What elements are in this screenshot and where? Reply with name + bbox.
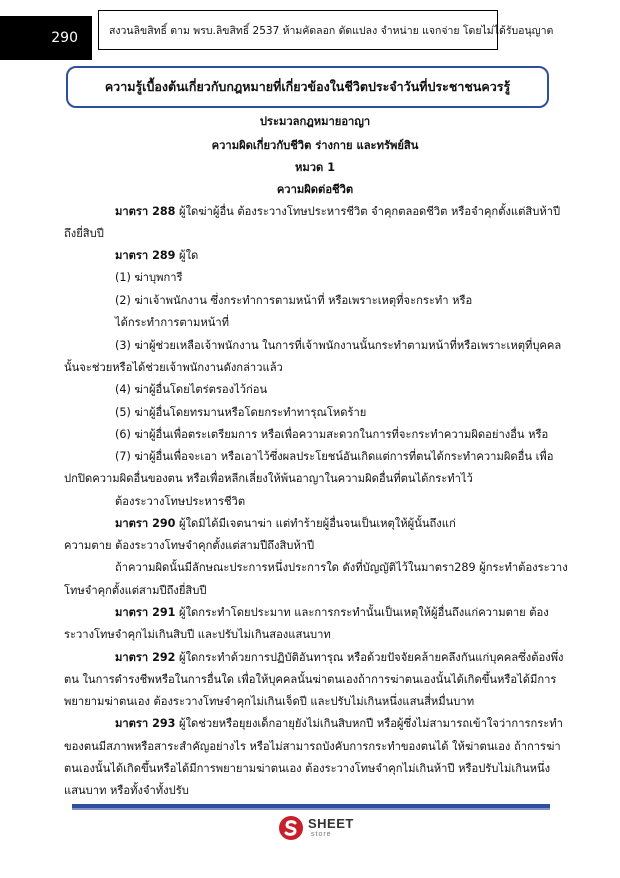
section-288: [115, 202, 560, 220]
sheet-logo-icon: [278, 815, 304, 841]
section-290: [115, 514, 456, 532]
text-line: ปกปิดความผิดอื่นของตน หรือเพื่อหลีกเลี่ยงให้พ้นอาญาในความผิดอื่นที่ตนได้กระทำไว้: [64, 472, 473, 485]
section-label: มาตรา 290: [115, 517, 176, 530]
section-label: มาตรา 289: [115, 249, 176, 262]
list-item: (2) ฆ่าเจ้าพนักงาน ซึ่งกระทำการตามหน้าที่ หรือเพราะเหตุที่จะกระทำ หรือ: [115, 294, 473, 307]
section-289: [115, 246, 198, 264]
chapter-title: ความผิดต่อชีวิต: [276, 183, 354, 196]
section-text: ผู้ใดฆ่าผู้อื่น ต้องระวางโทษประหารชีวิต จำคุกตลอดชีวิต หรือจำคุกตั้งแต่สิบห้าปี: [175, 205, 561, 218]
code-heading: ประมวลกฎหมายอาญา: [259, 115, 371, 128]
section-291: [115, 603, 549, 621]
list-item: (6) ฆ่าผู้อื่นเพื่อตระเตรียมการ หรือเพื่อความสะดวกในการที่จะกระทำความผิดอย่างอื่น หรือ: [115, 428, 549, 441]
section-title: ความรู้เบื้องต้นเกี่ยวกับกฎหมายที่เกี่ยวข้องในชีวิตประจำวันที่ประชาชนควรรู้: [104, 79, 511, 94]
text-line: โทษจำคุกตั้งแต่สามปีถึงยี่สิบปี: [64, 584, 207, 597]
sheet-store-logo: [278, 815, 378, 845]
section-292: [115, 648, 564, 666]
text-line: ได้กระทำการตามหน้าที่: [115, 316, 230, 329]
section-text: ผู้ใดกระทำโดยประมาท และการกระทำนั้นเป็นเหตุให้ผู้อื่นถึงแก่ความตาย ต้อง: [175, 606, 549, 619]
logo-subtext: store: [311, 831, 332, 838]
list-item: (4) ฆ่าผู้อื่นโดยไตร่ตรองไว้ก่อน: [115, 383, 268, 396]
text-line: ของตนมีสภาพหรือสาระสำคัญอย่างไร หรือไม่สามารถบังคับการกระทำของตนได้ ให้ฆ่าตนเอง ถ้าการฆ่า: [64, 740, 561, 753]
list-item: (3) ฆ่าผู้ช่วยเหลือเจ้าพนักงาน ในการที่เจ้าพนักงานนั้นกระทำตามหน้าที่หรือเพราะเหตุที่บุคคล: [115, 339, 562, 352]
section-293: [115, 714, 563, 732]
text-line: ถึงยี่สิบปี: [64, 227, 104, 240]
list-item: (7) ฆ่าผู้อื่นเพื่อจะเอา หรือเอาไว้ซึ่งผลประโยชน์อันเกิดแต่การที่ตนได้กระทำความผิดอื่น เพื่อ: [115, 450, 554, 463]
section-text: ผู้ใดช่วยหรือยุยงเด็กอายุยังไม่เกินสิบหกปี หรือผู้ซึ่งไม่สามารถเข้าใจว่าการกระทำ: [175, 717, 563, 730]
text-line: แสนบาท หรือทั้งจำทั้งปรับ: [64, 784, 189, 797]
subject-heading: ความผิดเกี่ยวกับชีวิต ร่างกาย และทรัพย์สิน: [211, 139, 419, 152]
footer-divider-accent: [72, 808, 550, 810]
section-label: มาตรา 291: [115, 606, 176, 619]
list-item: (5) ฆ่าผู้อื่นโดยทรมานหรือโดยกระทำทารุณโหดร้าย: [115, 406, 367, 419]
text-line: ตนเองนั้นได้เกิดขึ้นหรือได้มีการพยายามฆ่าตนเอง ต้องระวางโทษจำคุกไม่เกินห้าปี หรือปรับไม่เกินหนึ่ง: [64, 762, 551, 775]
section-text: ผู้ใด: [175, 249, 199, 262]
section-label: มาตรา 293: [115, 717, 176, 730]
text-line: ระวางโทษจำคุกไม่เกินสิบปี และปรับไม่เกินสองแสนบาท: [64, 628, 331, 641]
text-line: ตน ในการดำรงชีพหรือในการอื่นใด เพื่อให้บุคคลนั้นฆ่าตนเองถ้าการฆ่าตนเองนั้นได้เกิดขึ้นหรือได้มีการ: [64, 673, 557, 686]
copyright-notice: สงวนลิขสิทธิ์ ตาม พรบ.ลิขสิทธิ์ 2537 ห้ามคัดลอก ดัดแปลง จำหน่าย แจกจ่าย โดยไม่ได้รับอนุญาต: [98, 10, 498, 50]
list-item: (1) ฆ่าบุพการี: [115, 271, 183, 284]
section-label: มาตรา 292: [115, 651, 176, 664]
section-label: มาตรา 288: [115, 205, 176, 218]
text-line: ความตาย ต้องระวางโทษจำคุกตั้งแต่สามปีถึงสิบห้าปี: [64, 539, 315, 552]
logo-name: SHEET: [308, 816, 354, 831]
section-title-box: [66, 66, 549, 108]
chapter-heading: หมวด 1: [295, 161, 335, 174]
page-number: 290: [0, 16, 92, 60]
text-line: ต้องระวางโทษประหารชีวิต: [115, 495, 246, 508]
section-text: ผู้ใดมิได้มีเจตนาฆ่า แต่ทำร้ายผู้อื่นจนเป็นเหตุให้ผู้นั้นถึงแก่: [175, 517, 456, 530]
text-line: นั้นจะช่วยหรือได้ช่วยเจ้าพนักงานดังกล่าวแล้ว: [64, 361, 283, 374]
section-text: ผู้ใดกระทำด้วยการปฏิบัติอันทารุณ หรือด้วยปัจจัยคล้ายคลึงกันแก่บุคคลซึ่งต้องพึ่ง: [175, 651, 564, 664]
text-line: ถ้าความผิดนั้นมีลักษณะประการหนึ่งประการใด ดังที่บัญญัติไว้ในมาตรา289 ผู้กระทำต้องระวาง: [115, 561, 568, 574]
text-line: พยายามฆ่าตนเอง ต้องระวางโทษจำคุกไม่เกินเจ็ดปี และปรับไม่เกินหนึ่งแสนสี่หมื่นบาท: [64, 695, 475, 708]
